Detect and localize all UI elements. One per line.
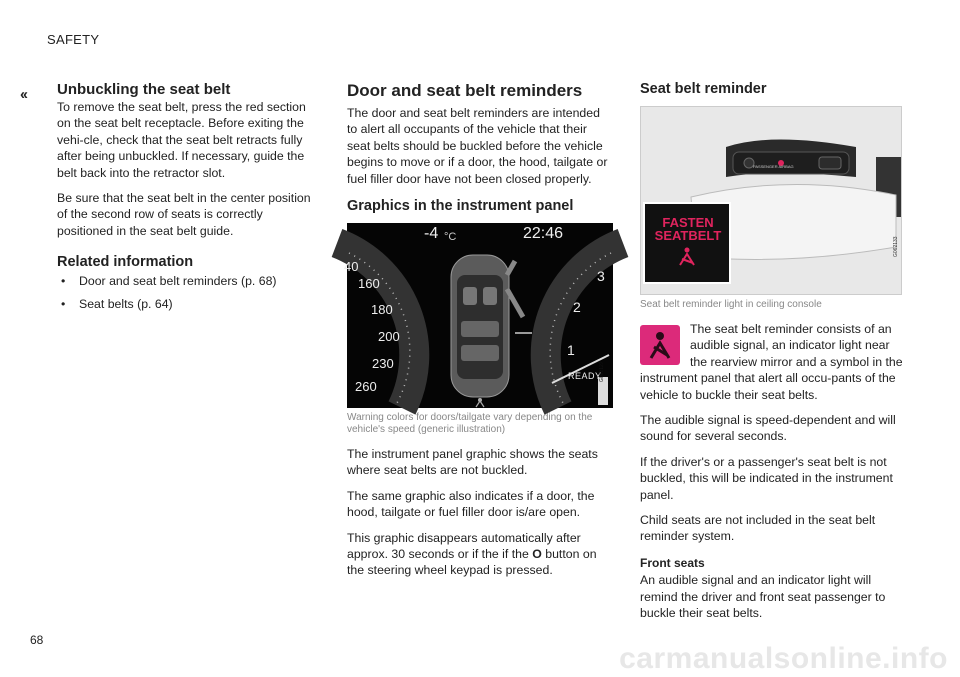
temperature-readout: -4 <box>424 225 439 243</box>
heading-seat-belt-reminder: Seat belt reminder <box>640 81 767 97</box>
figure-caption: Seat belt reminder light in ceiling console <box>640 299 822 310</box>
heading-related-information: Related information <box>57 254 194 271</box>
related-links <box>57 273 322 312</box>
ceiling-console-image <box>640 106 902 295</box>
column-seatbelt-reminder <box>640 80 908 631</box>
ready-indicator: READY <box>568 371 602 382</box>
paragraph: The seat belt reminder consists of an audible signal, an indicator light near the rearview mirror and a symbol in the instrument panel that alert all occu-pants of the vehicle to buckle their seat belts. <box>640 322 903 402</box>
watermark-text: carmanualsonline.info <box>619 642 948 675</box>
heading-unbuckling: Unbuckling the seat belt <box>57 81 231 98</box>
rpm-tick-label: 3 <box>597 268 605 285</box>
seatbelt-person-icon <box>640 325 680 365</box>
paragraph: The instrument panel graphic shows the seats where seat belts are not buckled. <box>347 447 598 478</box>
speed-tick-label: 160 <box>358 276 380 292</box>
paragraph-text: button on the steering wheel keypad is pressed. <box>347 547 597 578</box>
related-link[interactable] <box>57 273 322 289</box>
bullet: • <box>61 296 66 311</box>
related-link-text: Door and seat belt reminders (p. 68) <box>79 274 277 289</box>
ceiling-console-graphic <box>641 107 901 294</box>
heading-door-seatbelt-reminders: Door and seat belt reminders <box>347 81 583 100</box>
heading-graphics-instrument-panel: Graphics in the instrument panel <box>347 198 574 215</box>
rpm-tick-label: 1 <box>567 342 575 359</box>
temperature-unit: °C <box>444 231 457 244</box>
paragraph-text: This graphic disappears automatically after approx. 30 seconds or if the if the <box>347 530 581 562</box>
image-code: G062133 <box>893 236 899 257</box>
column-unbuckling <box>57 80 322 318</box>
related-link[interactable] <box>57 296 322 312</box>
paragraph: If the driver's or a passenger's seat belt is not buckled, this will be indicated in the instrument panel. <box>640 454 893 502</box>
speed-tick-label: 180 <box>371 302 393 318</box>
o-button-symbol: O <box>532 547 542 562</box>
speed-tick-label: 40 <box>344 259 359 275</box>
speed-tick-label: 230 <box>372 356 394 372</box>
image-code: G062127 <box>599 361 605 383</box>
paragraph: The audible signal is speed-dependent and will sound for several seconds. <box>640 413 896 444</box>
paragraph: The same graphic also indicates if a door, the hood, tailgate or fuel filler door is/are open. <box>347 488 595 520</box>
fasten-seatbelt-line1: FASTEN <box>662 215 714 230</box>
panel-label: PASSENGER AIRBAG <box>753 164 794 169</box>
related-link-text: Seat belts (p. 64) <box>79 296 173 311</box>
paragraph: An audible signal and an indicator light will remind the driver and front seat passenger to buckle their seat belts. <box>640 573 886 621</box>
rpm-tick-label: 2 <box>573 299 581 316</box>
figure-caption: Warning colors for doors/tailgate vary depending on the vehicle's speed (generic illustration) <box>347 412 593 436</box>
fasten-seatbelt-line2: SEATBELT <box>654 228 722 243</box>
bullet: • <box>61 274 66 289</box>
heading-front-seats: Front seats <box>640 555 705 570</box>
section-header: SAFETY <box>47 32 100 47</box>
paragraph: Child seats are not included in the seat belt reminder system. <box>640 513 876 544</box>
paragraph: To remove the seat belt, press the red section on the seat belt receptacle. Before exiting the vehi-cle, check that the seat belt retracts fully after being unbuckled. If necessary, guide the belt back into the retractor slot. <box>57 100 306 180</box>
page-number: 68 <box>30 633 44 647</box>
paragraph <box>347 530 613 579</box>
continuation-marker: ‹‹ <box>20 86 26 103</box>
instrument-panel-image <box>344 223 613 408</box>
clock-readout: 22:46 <box>523 225 564 243</box>
paragraph: Be sure that the seat belt in the center position of the second row of seats is correctly positioned in the seat belt guide. <box>57 191 311 238</box>
speed-tick-label: 200 <box>378 329 400 345</box>
paragraph: The door and seat belt reminders are intended to alert all occupants of the vehicle that their seat belts should be buckled before the vehicle begins to move or if a door, the hood, tailgate or fuel filler door have not been closed properly. <box>347 106 608 186</box>
column-door-reminders <box>344 80 613 588</box>
speed-tick-label: 260 <box>355 379 377 395</box>
seatbelt-warning-symbol <box>640 325 680 365</box>
